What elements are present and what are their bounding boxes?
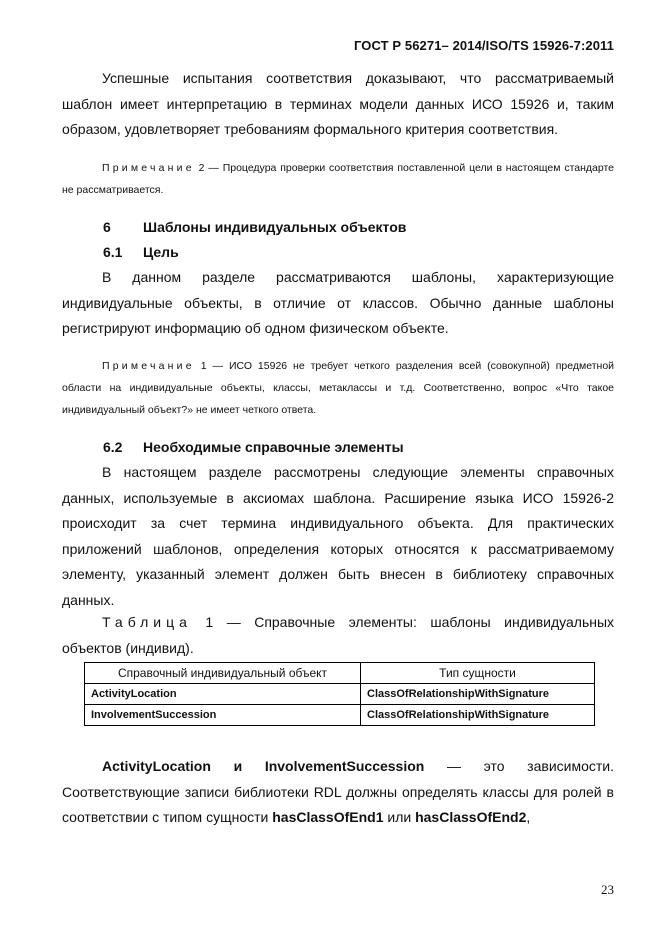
paragraph-dependencies — [62, 754, 614, 831]
table-cell: ClassOfRelationshipWithSignature — [361, 705, 595, 726]
note-number: 2 — [198, 162, 205, 174]
table-cell: ActivityLocation — [85, 684, 361, 705]
section-6-title: Шаблоны индивидуальных объектов — [143, 219, 407, 235]
section-6-1-title: Цель — [143, 244, 179, 260]
conjunction: и — [233, 758, 243, 774]
term-involvement-succession: InvolvementSuccession — [264, 758, 425, 774]
section-6-number: 6 — [103, 219, 111, 235]
term-has-class-of-end1: hasClassOfEnd1 — [272, 809, 384, 825]
paragraph-conformance: Успешные испытания соответствия доказывают, что рассматриваемый шаблон имеет интерпретацию в терминах модели данных ИСО 15926 и, таким образом, удовлетворяет требованиям формального критерия соответствия. — [62, 70, 614, 137]
table-header-cell: Справочный индивидуальный объект — [85, 663, 361, 684]
note-text: ИСО 15926 не требует четкого разделения всей (совокупной) предметной области на индивидуальные объекты, классы, метаклассы и т.д. Соответственно, вопрос «Что такое индивидуальный объект?» не имеет четкого ответа. — [62, 360, 615, 416]
table-caption-label: Таблица — [102, 614, 192, 630]
section-6-2-number: 6.2 — [103, 439, 123, 455]
note-number: 1 — [200, 360, 207, 372]
table-caption-text: Справочные элементы: шаблоны индивидуальных объектов (индивид). — [62, 614, 615, 656]
section-6-2-title: Необходимые справочные элементы — [143, 439, 404, 455]
table-cell: ClassOfRelationshipWithSignature — [361, 684, 595, 705]
paragraph-purpose: В данном разделе рассматриваются шаблоны, характеризующие индивидуальные объекты, в отличие от классов. Обычно данные шаблоны регистрируют информацию об одном физическом объекте. — [62, 269, 614, 336]
table-header-cell: Тип сущности — [361, 663, 595, 684]
table-caption-dash: — — [226, 614, 241, 630]
paragraph-body: — это зависимости. Соответствующие записи библиотеки RDL должны определять классы для ролей в соответствии с типом сущности — [62, 758, 614, 825]
table-caption — [62, 610, 614, 661]
section-6-1-number: 6.1 — [103, 244, 123, 260]
table-row — [85, 684, 595, 705]
page-number: 23 — [601, 882, 614, 897]
note-1 — [62, 355, 614, 421]
term-activity-location: ActivityLocation — [102, 758, 211, 774]
table-header-row — [85, 663, 595, 684]
table-row — [85, 705, 595, 726]
note-text: Процедура проверки соответствия поставленной цели в настоящем стандарте не рассматривается. — [62, 162, 615, 196]
document-header: ГОСТ Р 56271– 2014/ISO/TS 15926-7:2011 — [353, 38, 614, 53]
punctuation: , — [526, 809, 531, 825]
note-dash: — — [208, 162, 219, 174]
note-dash: — — [212, 360, 223, 372]
table-cell: InvolvementSuccession — [85, 705, 361, 726]
note-label: Примечание — [102, 162, 195, 174]
paragraph-reference-elements: В настоящем разделе рассмотрены следующие элементы справочных данных, используемые в аксиомах шаблона. Расширение языка ИСО 15926-2 происходит за счет термина индивидуального объекта. Для практических приложений шаблонов, определения которых относятся к рассматриваемому элементу, указанный элемент должен быть внесен в библиотеку справочных данных. — [62, 464, 614, 608]
conjunction: или — [387, 809, 412, 825]
note-label: Примечание — [102, 360, 195, 372]
term-has-class-of-end2: hasClassOfEnd2 — [415, 809, 527, 825]
reference-table — [84, 662, 595, 726]
note-2 — [62, 157, 614, 201]
table-caption-number: 1 — [205, 614, 214, 630]
